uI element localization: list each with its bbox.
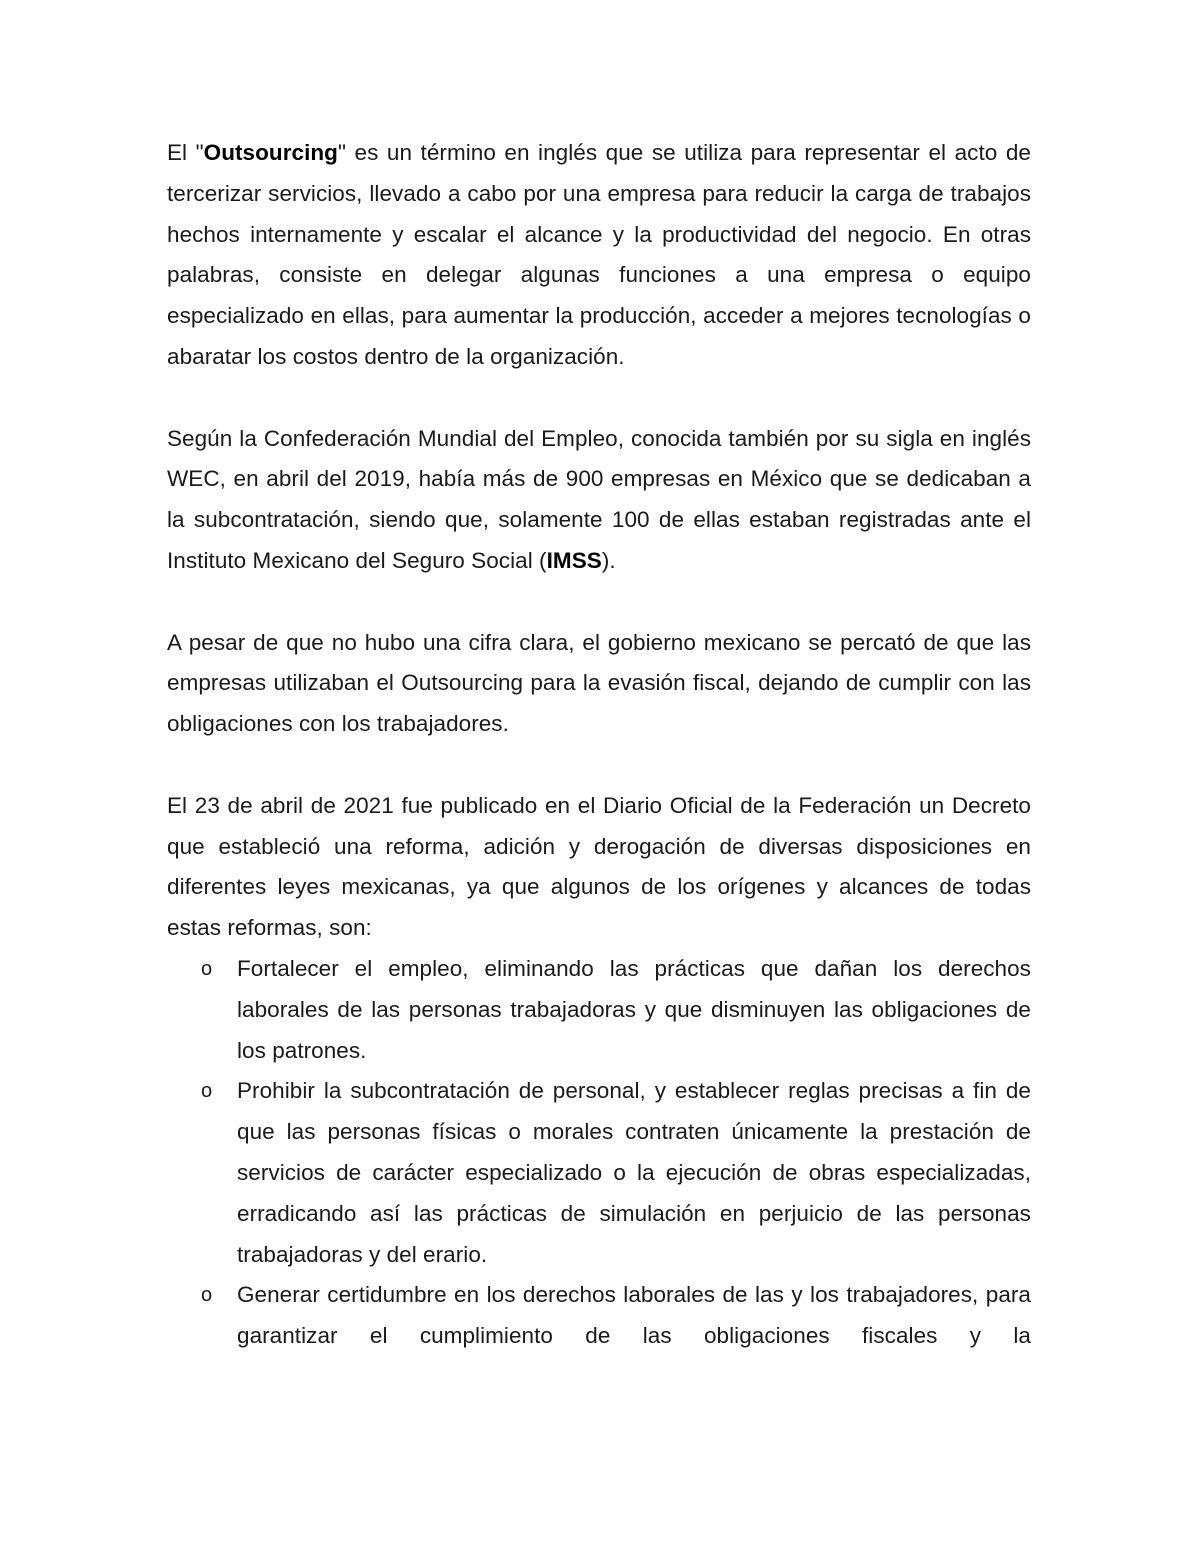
paragraph-text: El " xyxy=(167,140,204,165)
paragraph-wec-statistics xyxy=(167,419,1031,582)
reform-objectives-list xyxy=(167,949,1031,1357)
bullet-marker: o xyxy=(201,1080,213,1103)
list-item-text: Generar certidumbre en los derechos laborales de las y los trabajadores, para garantizar el cumplimiento de las obligaciones fiscales y la xyxy=(237,1282,1031,1349)
bullet-marker: o xyxy=(201,1284,213,1307)
bold-term-imss: IMSS xyxy=(546,547,602,573)
list-item xyxy=(167,1071,1031,1275)
paragraph-spacer xyxy=(167,582,1031,623)
list-item xyxy=(167,949,1031,1071)
bold-term-outsourcing: Outsourcing xyxy=(203,140,338,165)
paragraph-spacer xyxy=(167,378,1031,419)
paragraph-text: ). xyxy=(601,547,616,573)
paragraph-tax-evasion: A pesar de que no hubo una cifra clara, el gobierno mexicano se percató de que las empresas utilizaban el Outsourcing para la evasión fiscal, dejando de cumplir con las obligaciones con los trabajadores. xyxy=(167,629,1031,737)
paragraph-decree: El 23 de abril de 2021 fue publicado en el Diario Oficial de la Federación un Decreto que estableció una reforma, adición y derogación de diversas disposiciones en diferentes leyes mexicanas, ya que algunos de los orígenes y alcances de todas estas reformas, son: xyxy=(167,792,1031,941)
paragraph-text: Según la Confederación Mundial del Empleo, conocida también por su sigla en inglés WEC, en abril del 2019, había más de 900 empresas en México que se dedicaban a la subcontratación, siendo que, solamente 100 de ellas estaban registradas ante el Instituto Mexicano del Seguro Social ( xyxy=(167,425,1031,573)
list-item-text: Prohibir la subcontratación de personal, y establecer reglas precisas a fin de que las personas físicas o morales contraten únicamente la prestación de servicios de carácter especializado o la ejecución de obras especializadas, erradicando así las prácticas de simulación en perjuicio de las personas trabajadoras y del erario. xyxy=(237,1078,1031,1267)
paragraph-text: " es un término en inglés que se utiliza para representar el acto de tercerizar servicios, llevado a cabo por una empresa para reducir la carga de trabajos hechos internamente y escalar el alcance y la productividad del negocio. En otras palabras, consiste en delegar algunas funciones a una empresa o equipo especializado en ellas, para aumentar la producción, acceder a mejores tecnologías o abaratar los costos dentro de la organización. xyxy=(167,140,1031,369)
bullet-marker: o xyxy=(201,957,213,980)
list-item-text: Fortalecer el empleo, eliminando las prácticas que dañan los derechos laborales de las personas trabajadoras y que disminuyen las obligaciones de los patrones. xyxy=(237,955,1031,1063)
paragraph-outsourcing-definition xyxy=(167,133,1031,378)
paragraph-spacer xyxy=(167,745,1031,786)
document-body xyxy=(167,133,1031,1357)
list-item xyxy=(167,1275,1031,1357)
